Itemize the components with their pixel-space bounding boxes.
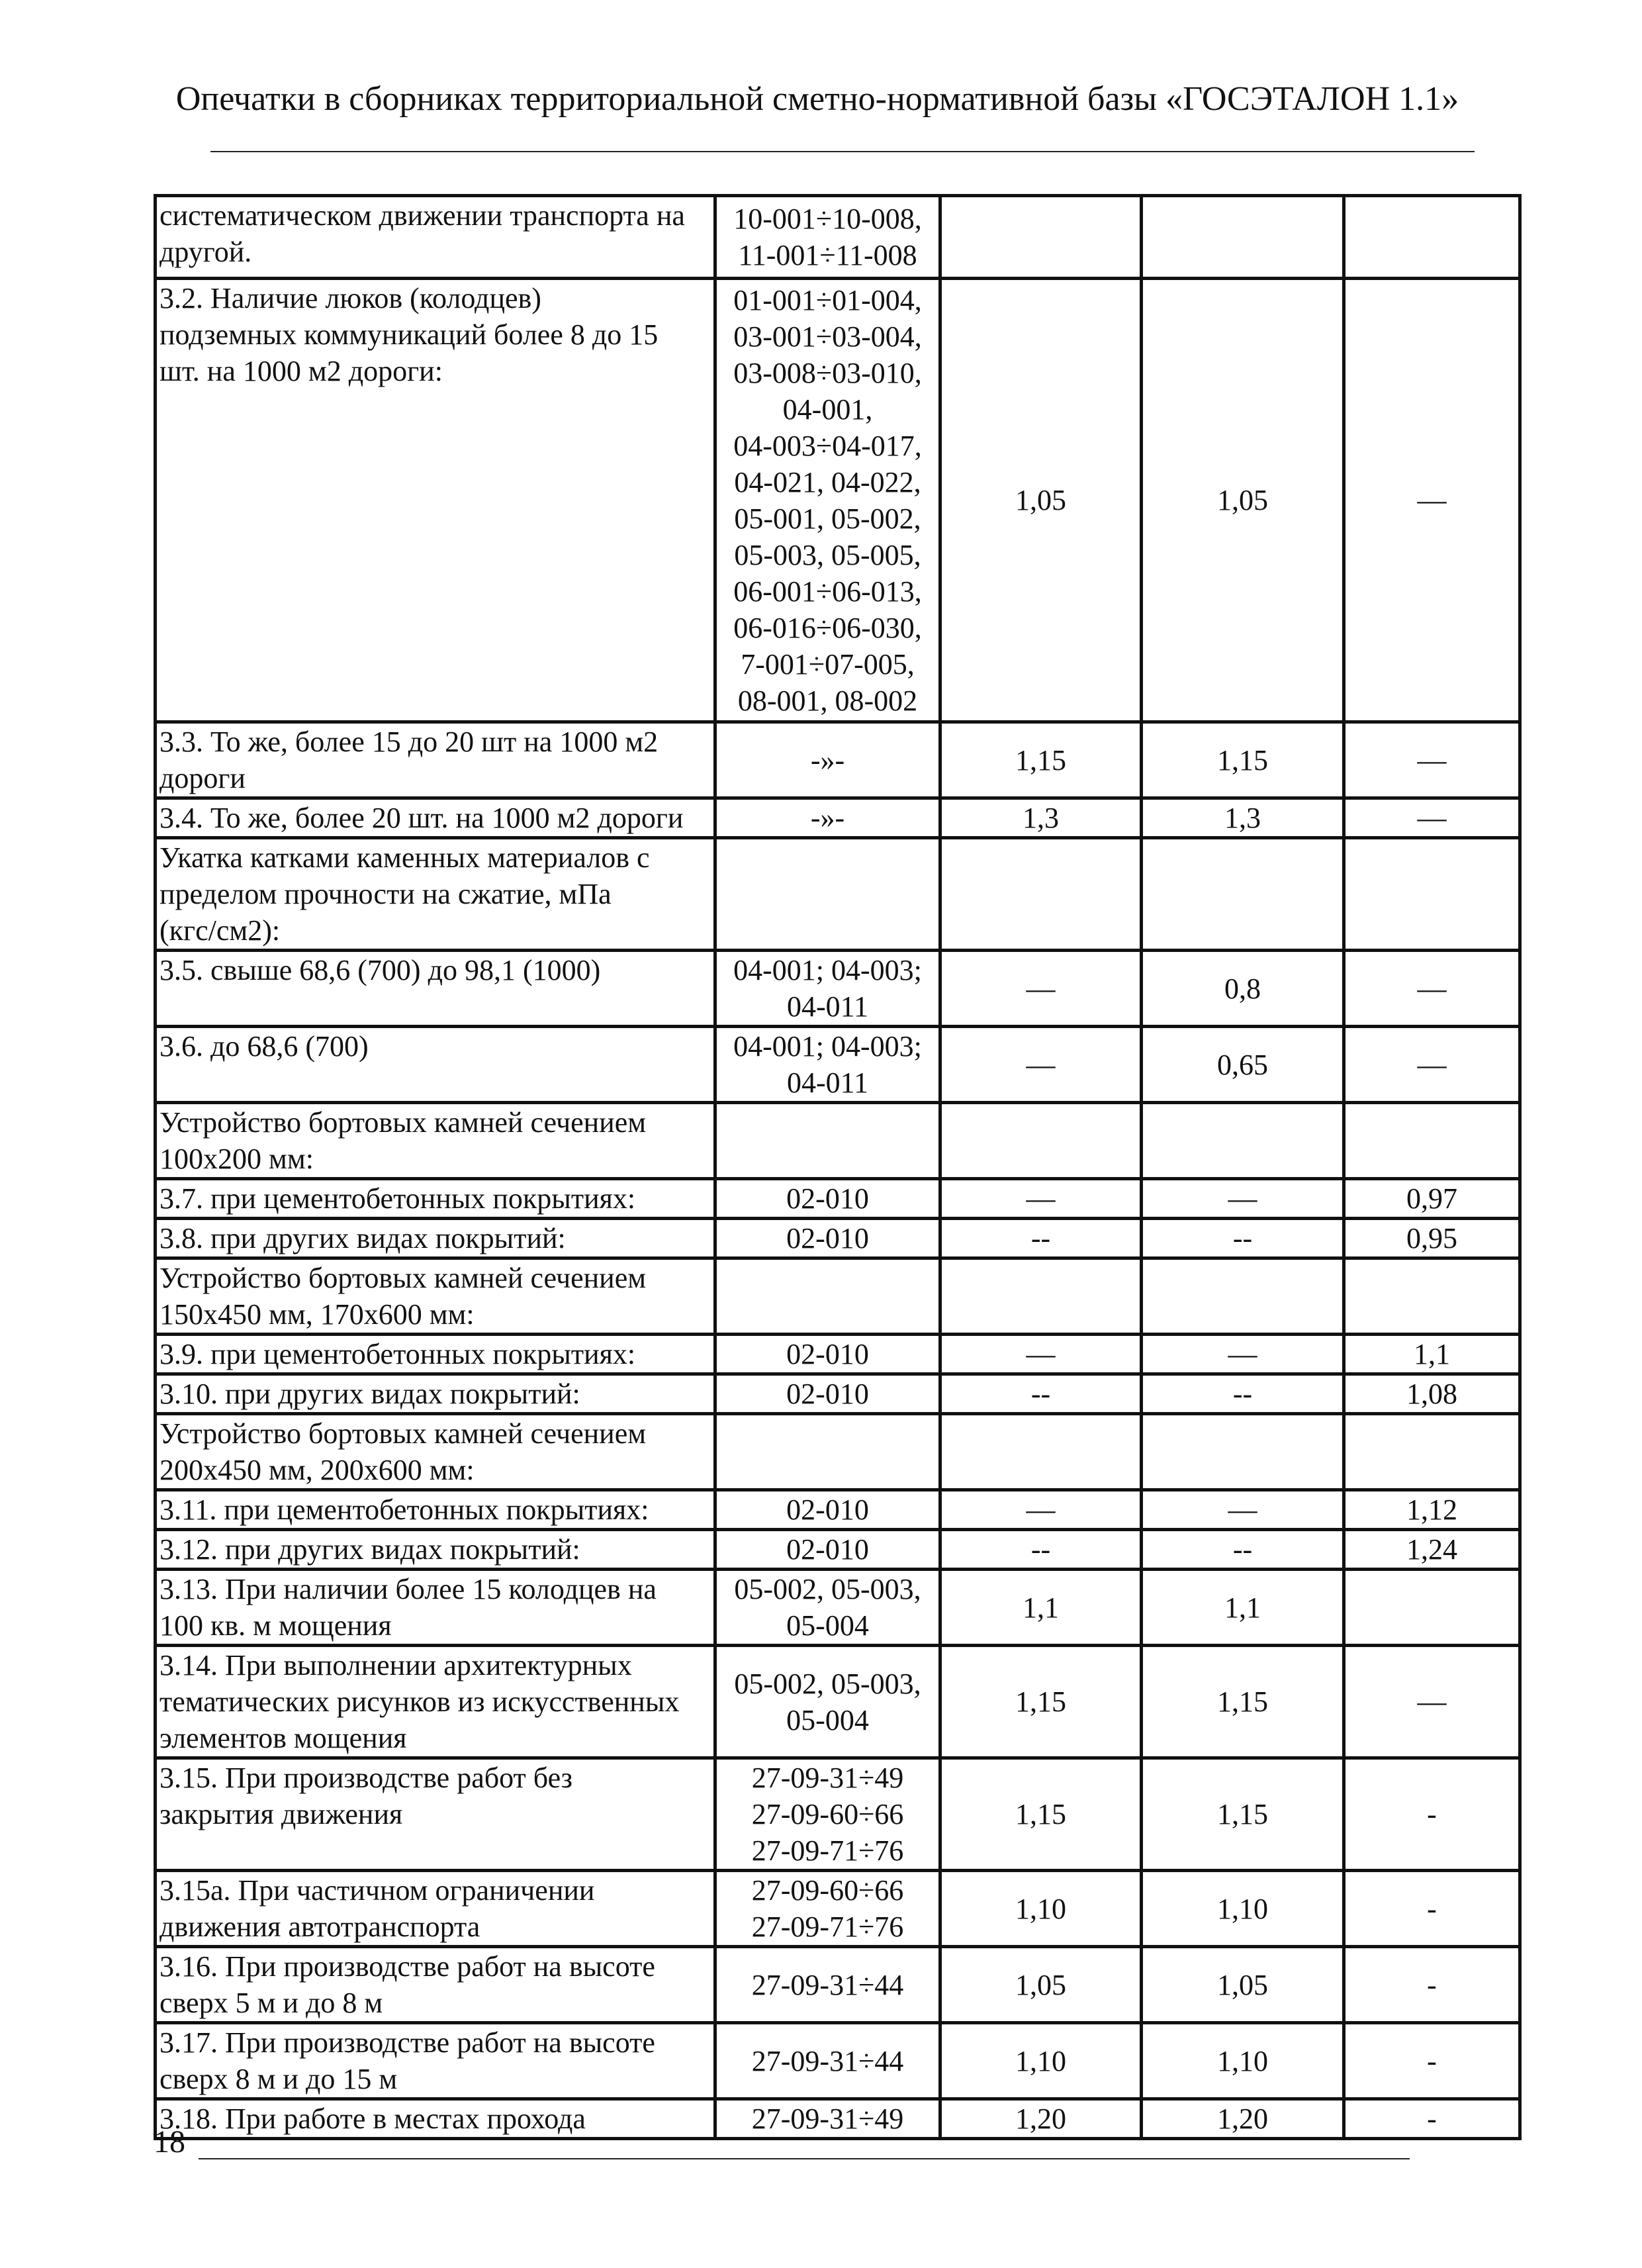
row-description-cell <box>156 2023 715 2099</box>
row-description-cell <box>156 838 715 951</box>
table-row <box>156 279 1520 722</box>
table-row <box>156 1027 1520 1103</box>
coefficient-cell-3: — <box>1344 951 1520 1027</box>
code-line: 04-011 <box>786 990 869 1023</box>
description-line: сверх 5 м и до 8 м <box>160 1987 383 2019</box>
description-line: (кгс/см2): <box>160 914 281 947</box>
code-line: 04-021, 04-022, <box>734 465 921 498</box>
page-number: 18 <box>154 2124 185 2159</box>
row-description-cell <box>156 951 715 1027</box>
coefficient-cell-1 <box>940 1103 1142 1179</box>
coefficient-cell-2 <box>1142 1103 1344 1179</box>
coefficient-cell-1: — <box>940 1335 1142 1374</box>
table-row <box>156 1758 1520 1871</box>
description-line: 3.11. при цементобетонных покрытиях: <box>160 1493 649 1526</box>
coefficient-cell-2: — <box>1142 1335 1344 1374</box>
coefficient-cell-3: 1,1 <box>1344 1335 1520 1374</box>
code-line: 04-001; 04-003; <box>733 1030 922 1063</box>
row-description-cell <box>156 1374 715 1414</box>
row-codes-cell <box>715 1103 940 1179</box>
coefficient-cell-3 <box>1344 196 1520 279</box>
table-body <box>156 196 1520 2139</box>
description-line: Устройство бортовых камней сечением <box>160 1106 647 1139</box>
row-codes-cell <box>715 279 940 722</box>
coefficient-cell-2 <box>1142 196 1344 279</box>
description-line: тематических рисунков из искусственных <box>160 1685 680 1718</box>
code-line: 27-09-71÷76 <box>751 1834 904 1867</box>
table-row <box>156 798 1520 838</box>
code-line: 7-001÷07-005, <box>741 647 915 681</box>
coefficient-cell-1: 1,3 <box>940 798 1142 838</box>
code-line: 05-003, 05-005, <box>734 538 921 571</box>
description-line: дороги <box>160 762 246 794</box>
code-line: 06-016÷06-030, <box>733 611 922 644</box>
code-line: 05-002, 05-003, <box>734 1573 921 1605</box>
description-line: 3.16. При производстве работ на высоте <box>160 1950 655 1983</box>
description-line: 200х450 мм, 200х600 мм: <box>160 1454 475 1486</box>
row-codes-cell <box>715 1414 940 1490</box>
row-description-cell <box>156 1570 715 1646</box>
table-row <box>156 1219 1520 1258</box>
row-description-cell <box>156 1103 715 1179</box>
coefficient-cell-2: 0,8 <box>1142 951 1344 1027</box>
coefficient-cell-2: -- <box>1142 1530 1344 1570</box>
coefficient-cell-3: — <box>1344 279 1520 722</box>
page-header-title: Опечатки в сборниках территориальной сметно-нормативной базы «ГОСЭТАЛОН 1.1» <box>175 80 1459 118</box>
row-codes-cell <box>715 2099 940 2139</box>
row-description-cell <box>156 2099 715 2139</box>
coefficient-cell-1: 1,1 <box>940 1570 1142 1646</box>
coefficient-cell-1: 1,05 <box>940 279 1142 722</box>
coefficient-cell-1: -- <box>940 1219 1142 1258</box>
coefficient-cell-2: 1,15 <box>1142 1646 1344 1758</box>
description-line: 3.2. Наличие люков (колодцев) <box>160 282 541 314</box>
table-row <box>156 722 1520 798</box>
coefficient-cell-2: -- <box>1142 1219 1344 1258</box>
table-row <box>156 1871 1520 1947</box>
code-line: 01-001÷01-004, <box>733 283 922 316</box>
description-line: 3.9. при цементобетонных покрытиях: <box>160 1338 636 1370</box>
coefficient-cell-2: 1,10 <box>1142 1871 1344 1947</box>
code-line: 04-011 <box>786 1066 869 1099</box>
coefficient-cell-2 <box>1142 1258 1344 1335</box>
coefficient-cell-3: - <box>1344 1871 1520 1947</box>
code-line: 05-002, 05-003, <box>734 1667 921 1700</box>
coefficient-cell-2 <box>1142 838 1344 951</box>
code-line: 02-010 <box>786 1378 869 1410</box>
coefficient-cell-2: — <box>1142 1179 1344 1219</box>
coefficient-cell-1: -- <box>940 1374 1142 1414</box>
code-line: 04-001; 04-003; <box>733 954 922 986</box>
code-line: 27-09-31÷44 <box>751 1968 904 2001</box>
coefficient-cell-2: 1,10 <box>1142 2023 1344 2099</box>
row-description-cell <box>156 1027 715 1103</box>
description-line: 3.17. При производстве работ на высоте <box>160 2026 655 2059</box>
code-line: 05-001, 05-002, <box>734 502 921 535</box>
coefficient-cell-3: — <box>1344 1646 1520 1758</box>
description-line: 100 кв. м мощения <box>160 1609 392 1642</box>
code-line: 27-09-60÷66 <box>751 1874 904 1907</box>
description-line: Укатка катками каменных материалов с <box>160 841 650 874</box>
description-line: 3.7. при цементобетонных покрытиях: <box>160 1182 636 1215</box>
code-line: 08-001, 08-002 <box>737 684 918 717</box>
coefficient-cell-3: — <box>1344 1027 1520 1103</box>
coefficient-cell-1: 1,05 <box>940 1947 1142 2023</box>
coefficient-cell-3 <box>1344 1414 1520 1490</box>
code-line: -»- <box>810 743 845 777</box>
table-row <box>156 1335 1520 1374</box>
coefficient-cell-2: 1,15 <box>1142 1758 1344 1871</box>
row-description-cell <box>156 1530 715 1570</box>
coefficient-cell-1: 1,10 <box>940 1871 1142 1947</box>
coefficient-cell-2: 0,65 <box>1142 1027 1344 1103</box>
description-line: сверх 8 м и до 15 м <box>160 2063 398 2095</box>
code-line: 27-09-31÷49 <box>751 1762 904 1794</box>
description-line: шт. на 1000 м2 дороги: <box>160 355 443 387</box>
table-row <box>156 1103 1520 1179</box>
table-row <box>156 1947 1520 2023</box>
row-codes-cell <box>715 722 940 798</box>
table-row <box>156 2023 1520 2099</box>
table-row <box>156 196 1520 279</box>
coefficient-cell-3: - <box>1344 1758 1520 1871</box>
code-line: 27-09-71÷76 <box>751 1911 904 1943</box>
description-line: 3.13. При наличии более 15 колодцев на <box>160 1573 657 1605</box>
row-codes-cell <box>715 951 940 1027</box>
coefficient-cell-2 <box>1142 1414 1344 1490</box>
row-codes-cell <box>715 1871 940 1947</box>
coefficient-cell-1: — <box>940 1490 1142 1530</box>
coefficient-cell-2: 1,3 <box>1142 798 1344 838</box>
row-codes-cell <box>715 1646 940 1758</box>
coefficient-cell-2: 1,1 <box>1142 1570 1344 1646</box>
coefficient-cell-3: - <box>1344 2023 1520 2099</box>
row-codes-cell <box>715 1027 940 1103</box>
code-line: 06-001÷06-013, <box>733 575 922 608</box>
coefficient-cell-1: 1,15 <box>940 1646 1142 1758</box>
row-codes-cell <box>715 196 940 279</box>
table-row <box>156 1258 1520 1335</box>
row-codes-cell <box>715 1374 940 1414</box>
table-row <box>156 1490 1520 1530</box>
coefficient-cell-2: 1,05 <box>1142 279 1344 722</box>
row-description-cell <box>156 196 715 279</box>
coefficient-cell-3: — <box>1344 722 1520 798</box>
coefficient-cell-3: 1,24 <box>1344 1530 1520 1570</box>
coefficient-cell-3: 1,08 <box>1344 1374 1520 1414</box>
row-codes-cell <box>715 1490 940 1530</box>
row-description-cell <box>156 1871 715 1947</box>
coefficient-cell-3: 0,95 <box>1344 1219 1520 1258</box>
description-line: 3.5. свыше 68,6 (700) до 98,1 (1000) <box>160 954 601 986</box>
description-line: 100х200 мм: <box>160 1143 314 1175</box>
coefficient-cell-1: — <box>940 1179 1142 1219</box>
description-line: Устройство бортовых камней сечением <box>160 1262 647 1294</box>
row-codes-cell <box>715 1335 940 1374</box>
coefficient-cell-3: 1,12 <box>1344 1490 1520 1530</box>
row-codes-cell <box>715 1570 940 1646</box>
code-line: 04-001, <box>782 393 873 426</box>
footer-divider <box>199 2158 1410 2159</box>
description-line: закрытия движения <box>160 1798 403 1830</box>
row-codes-cell <box>715 838 940 951</box>
description-line: пределом прочности на сжатие, мПа <box>160 878 612 910</box>
row-codes-cell <box>715 1258 940 1335</box>
coefficient-cell-2: 1,20 <box>1142 2099 1344 2139</box>
table-row <box>156 1646 1520 1758</box>
description-line: 3.15а. При частичном ограничении <box>160 1874 595 1907</box>
coefficient-cell-1 <box>940 838 1142 951</box>
description-line: 3.6. до 68,6 (700) <box>160 1030 369 1063</box>
coefficient-cell-3: — <box>1344 798 1520 838</box>
row-description-cell <box>156 1646 715 1758</box>
coefficient-cell-1 <box>940 1258 1142 1335</box>
code-line: 02-010 <box>786 1182 869 1215</box>
code-line: 05-004 <box>786 1609 869 1642</box>
code-line: 04-003÷04-017, <box>733 429 922 462</box>
description-line: другой. <box>160 236 252 268</box>
description-line: 3.14. При выполнении архитектурных <box>160 1649 632 1681</box>
coefficient-cell-3 <box>1344 1570 1520 1646</box>
description-line: Устройство бортовых камней сечением <box>160 1417 647 1450</box>
row-description-cell <box>156 1219 715 1258</box>
code-line: 02-010 <box>786 1338 869 1370</box>
table-row <box>156 1374 1520 1414</box>
coefficient-cell-1: — <box>940 951 1142 1027</box>
row-description-cell <box>156 279 715 722</box>
row-codes-cell <box>715 1758 940 1871</box>
coefficient-cell-2: 1,05 <box>1142 1947 1344 2023</box>
table-row <box>156 1530 1520 1570</box>
code-line: -»- <box>810 802 845 834</box>
coefficients-table <box>154 194 1522 2140</box>
row-codes-cell <box>715 798 940 838</box>
description-line: 3.4. То же, более 20 шт. на 1000 м2 дороги <box>160 802 684 834</box>
row-description-cell <box>156 722 715 798</box>
description-line: движения автотранспорта <box>160 1911 480 1943</box>
description-line: 3.12. при других видах покрытий: <box>160 1533 580 1566</box>
row-description-cell <box>156 798 715 838</box>
row-description-cell <box>156 1335 715 1374</box>
coefficient-cell-3 <box>1344 838 1520 951</box>
description-line: подземных коммуникаций более 8 до 15 <box>160 318 659 351</box>
code-line: 27-09-31÷49 <box>751 2103 904 2135</box>
coefficient-cell-1: 1,15 <box>940 1758 1142 1871</box>
code-line: 02-010 <box>786 1222 869 1254</box>
code-line: 27-09-60÷66 <box>751 1798 904 1830</box>
table-row <box>156 838 1520 951</box>
coefficient-cell-1: 1,20 <box>940 2099 1142 2139</box>
row-description-cell <box>156 1490 715 1530</box>
coefficient-cell-1: 1,10 <box>940 2023 1142 2099</box>
code-line: 02-010 <box>786 1533 869 1566</box>
coefficient-cell-3 <box>1344 1258 1520 1335</box>
coefficient-cell-1 <box>940 1414 1142 1490</box>
coefficient-cell-3: - <box>1344 2099 1520 2139</box>
row-codes-cell <box>715 1947 940 2023</box>
table-row <box>156 1179 1520 1219</box>
code-line: 11-001÷11-008 <box>738 239 917 271</box>
coefficient-cell-2: -- <box>1142 1374 1344 1414</box>
code-line: 10-001÷10-008, <box>733 203 922 235</box>
row-codes-cell <box>715 1179 940 1219</box>
description-line: элементов мощения <box>160 1722 407 1754</box>
row-description-cell <box>156 1179 715 1219</box>
row-codes-cell <box>715 2023 940 2099</box>
header-divider <box>210 151 1475 152</box>
row-description-cell <box>156 1758 715 1871</box>
code-line: 03-001÷03-004, <box>733 320 922 353</box>
description-line: 3.15. При производстве работ без <box>160 1762 573 1794</box>
coefficient-cell-3: - <box>1344 1947 1520 2023</box>
code-line: 03-008÷03-010, <box>733 356 922 389</box>
row-description-cell <box>156 1414 715 1490</box>
coefficient-cell-1: 1,15 <box>940 722 1142 798</box>
row-description-cell <box>156 1258 715 1335</box>
coefficient-cell-2: — <box>1142 1490 1344 1530</box>
table-row <box>156 2099 1520 2139</box>
table-row <box>156 1414 1520 1490</box>
description-line: 3.8. при других видах покрытий: <box>160 1222 566 1254</box>
coefficient-cell-3 <box>1344 1103 1520 1179</box>
coefficient-cell-1 <box>940 196 1142 279</box>
description-line: 3.10. при других видах покрытий: <box>160 1378 580 1410</box>
description-line: 3.3. То же, более 15 до 20 шт на 1000 м2 <box>160 726 659 758</box>
code-line: 05-004 <box>786 1703 869 1736</box>
coefficient-cell-1: — <box>940 1027 1142 1103</box>
code-line: 27-09-31÷44 <box>751 2044 904 2077</box>
row-description-cell <box>156 1947 715 2023</box>
description-line: 3.18. При работе в местах прохода <box>160 2103 586 2135</box>
row-codes-cell <box>715 1219 940 1258</box>
description-line: 150х450 мм, 170х600 мм: <box>160 1298 475 1331</box>
coefficient-cell-1: -- <box>940 1530 1142 1570</box>
code-line: 02-010 <box>786 1493 869 1526</box>
row-codes-cell <box>715 1530 940 1570</box>
table-row <box>156 951 1520 1027</box>
coefficient-cell-2: 1,15 <box>1142 722 1344 798</box>
coefficient-cell-3: 0,97 <box>1344 1179 1520 1219</box>
table-row <box>156 1570 1520 1646</box>
description-line: систематическом движении транспорта на <box>160 199 685 232</box>
